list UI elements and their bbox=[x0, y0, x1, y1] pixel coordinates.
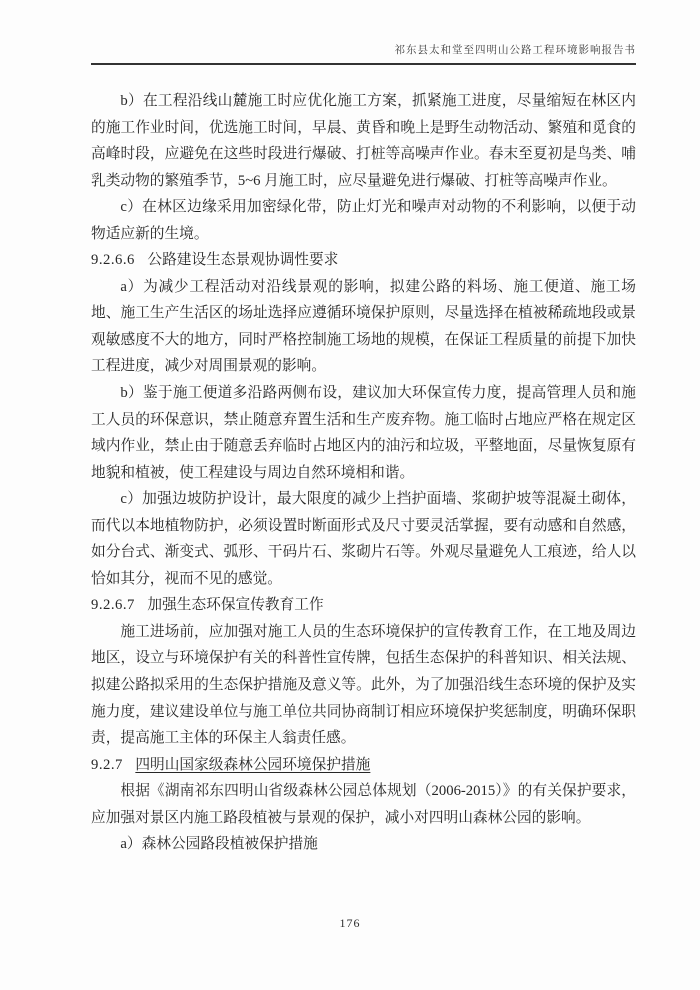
section-title: 公路建设生态景观协调性要求 bbox=[147, 252, 339, 269]
section-heading bbox=[91, 592, 636, 619]
report-title: 祁东县太和堂至四明山公路工程环境影响报告书 bbox=[394, 45, 636, 56]
section-number: 9.2.6.6 bbox=[91, 252, 135, 269]
paragraph: a）为减少工程活动对沿线景观的影响，拟建公路的料场、施工便道、施工场地、施工生产生活区的场址选择应遵循环境保护原则，尽量选择在植被稀疏地段或景观敏感度不大的地方，同时严格控制施工场地的规模，在保证工程质量的前提下加快工程进度，减少对周围景观的影响。 bbox=[91, 278, 636, 375]
paragraph: 根据《湖南祁东四明山省级森林公园总体规划（2006-2015）》的有关保护要求，应加强对景区内施工路段植被与景观的保护，减小对四明山森林公园的影响。 bbox=[91, 783, 636, 826]
section-number: 9.2.6.7 bbox=[91, 597, 135, 614]
section-heading bbox=[91, 247, 636, 274]
paragraph: b）鉴于施工便道多沿路两侧布设，建议加大环保宣传力度，提高管理人员和施工人员的环保意识，禁止随意弃置生活和生产废弃物。施工临时占地应严格在规定区域内作业，禁止由于随意丢弃临时占地区内的油污和垃圾，平整地面，尽量恢复原有地貌和植被，使工程建设与周边自然环境相和谐。 bbox=[91, 385, 636, 481]
document-body bbox=[91, 88, 636, 858]
section-title: 四明山国家级森林公园环境保护措施 bbox=[135, 756, 371, 773]
page-footer bbox=[0, 916, 700, 931]
page-number: 176 bbox=[339, 916, 361, 930]
paragraph: c）加强边坡防护设计，最大限度的减少上挡护面墙、浆砌护坡等混凝土砌体，而代以本地植物防护，必须设置时断面形式及尺寸要灵活掌握，要有动感和自然感，如分台式、渐变式、弧形、干码片石、浆砌片石等。外观尽量避免人工痕迹，给人以恰如其分，视而不见的感觉。 bbox=[91, 491, 636, 587]
paragraph: 施工进场前，应加强对施工人员的生态环境保护的宣传教育工作，在工地及周边地区，设立与环境保护有关的科普性宣传牌，包括生态保护的科普知识、相关法规、拟建公路拟采用的生态保护措施及意义等。此外，为了加强沿线生态环境的保护及实施力度，建议建设单位与施工单位共同协商制订相应环境保护奖惩制度，明确环保职责，提高施工主体的环保主人翁责任感。 bbox=[91, 623, 636, 747]
section-heading bbox=[91, 752, 636, 779]
section-number: 9.2.7 bbox=[91, 756, 123, 773]
running-header bbox=[91, 44, 636, 65]
section-title: 加强生态环保宣传教育工作 bbox=[147, 597, 324, 614]
paragraph: a）森林公园路段植被保护措施 bbox=[120, 836, 318, 853]
paragraph: c）在林区边缘采用加密绿化带，防止灯光和噪声对动物的不利影响，以便于动物适应新的生境。 bbox=[91, 199, 636, 242]
paragraph: b）在工程沿线山麓施工时应优化施工方案，抓紧施工进度，尽量缩短在林区内的施工作业时间，优选施工时间，早晨、黄昏和晚上是野生动物活动、繁殖和觅食的高峰时段，应避免在这些时段进行爆破、打桩等高噪声作业。春末至夏初是鸟类、哺乳类动物的繁殖季节，5~6 月施工时，应尽量避免进行爆破、打桩等高噪声作业。 bbox=[91, 93, 636, 189]
